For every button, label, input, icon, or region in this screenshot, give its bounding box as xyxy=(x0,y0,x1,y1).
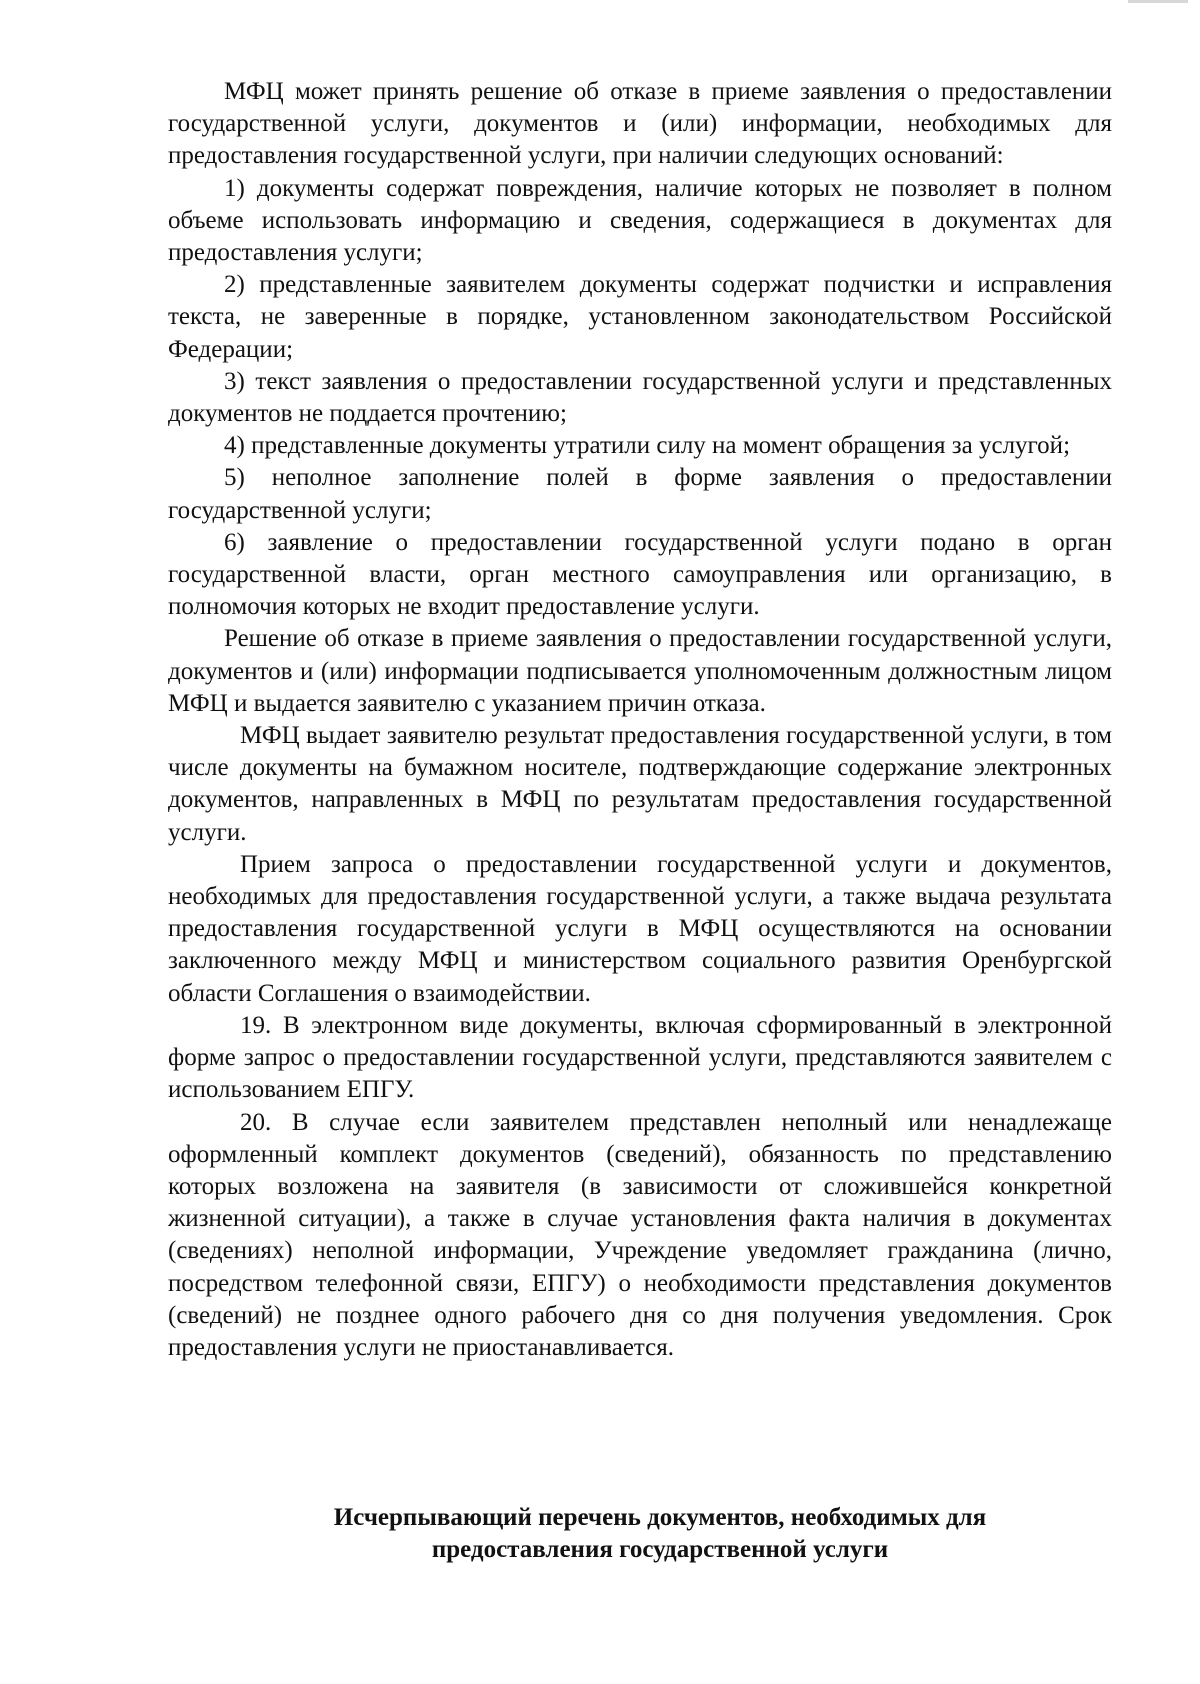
list-item-6: 6) заявление о предоставлении государственной услуги подано в орган государственной власти, орган местного самоуправления или организацию, в полномочия которых не входит предоставление услуги. xyxy=(168,528,1112,621)
list-item-2: 2) представленные заявителем документы содержат подчистки и исправления текста, не заверенные в порядке, установленном законодательством Российской Федерации; xyxy=(168,271,1112,363)
paragraph-mfc-result: МФЦ выдает заявителю результат предоставления государственной услуги, в том числе документы на бумажном носителе, подтверждающие содержание электронных документов, направленных в МФЦ по результатам предоставления государственной услуги. xyxy=(168,722,1112,846)
list-item-3: 3) текст заявления о предоставлении государственной услуги и представленных документов не поддается прочтению; xyxy=(168,367,1112,428)
section-heading xyxy=(168,1502,1112,1566)
list-item-4: 4) представленные документы утратили силу на момент обращения за услугой; xyxy=(224,432,1071,460)
paragraph-20: 20. В случае если заявителем представлен неполный или ненадлежаще оформленный комплект документов (сведений), обязанность по представлению которых возложена на заявителя (в зависимости от сложившейся конкретной жизненной ситуации), а также в случае установления факта наличия в документах (сведениях) неполной информации, Учреждение уведомляет гражданина (лично, посредством телефонной связи, ЕПГУ) о необходимости представления документов (сведений) не позднее одного рабочего дня со дня получения уведомления. Срок предоставления услуги не приостанавливается. xyxy=(168,1108,1112,1361)
paragraph-refusal-decision: Решение об отказе в приеме заявления о предоставлении государственной услуги, документов и (или) информации подписывается уполномоченным должностным лицом МФЦ и выдается заявителю с указанием причин отказа. xyxy=(168,625,1112,717)
paragraph-mfc-agreement: Прием запроса о предоставлении государственной услуги и документов, необходимых для предоставления государственной услуги, а также выдача результата предоставления государственной услуги в МФЦ осуществляются на основании заключенного между МФЦ и министерством социального развития Оренбургской области Соглашения о взаимодействии. xyxy=(168,850,1112,1007)
paragraph-refusal-intro: МФЦ может принять решение об отказе в приеме заявления о предоставлении государственной услуги, документов и (или) информации, необходимых для предоставления государственной услуги, при наличии следующих оснований: xyxy=(168,78,1112,170)
list-item-5: 5) неполное заполнение полей в форме заявления о предоставлении государственной услуги; xyxy=(168,464,1112,524)
section-heading-line-2: предоставления государственной услуги xyxy=(431,1536,889,1563)
document-body xyxy=(168,76,1112,1364)
paragraph-19: 19. В электронном виде документы, включая сформированный в электронной форме запрос о предоставлении государственной услуги, представляются заявителем с использованием ЕПГУ. xyxy=(168,1011,1112,1104)
list-item-1: 1) документы содержат повреждения, наличие которых не позволяет в полном объеме использовать информацию и сведения, содержащиеся в документах для предоставления услуги; xyxy=(168,174,1112,267)
scan-edge-mark xyxy=(1128,0,1188,3)
section-heading-line-1: Исчерпывающий перечень документов, необходимых для xyxy=(333,1504,987,1531)
